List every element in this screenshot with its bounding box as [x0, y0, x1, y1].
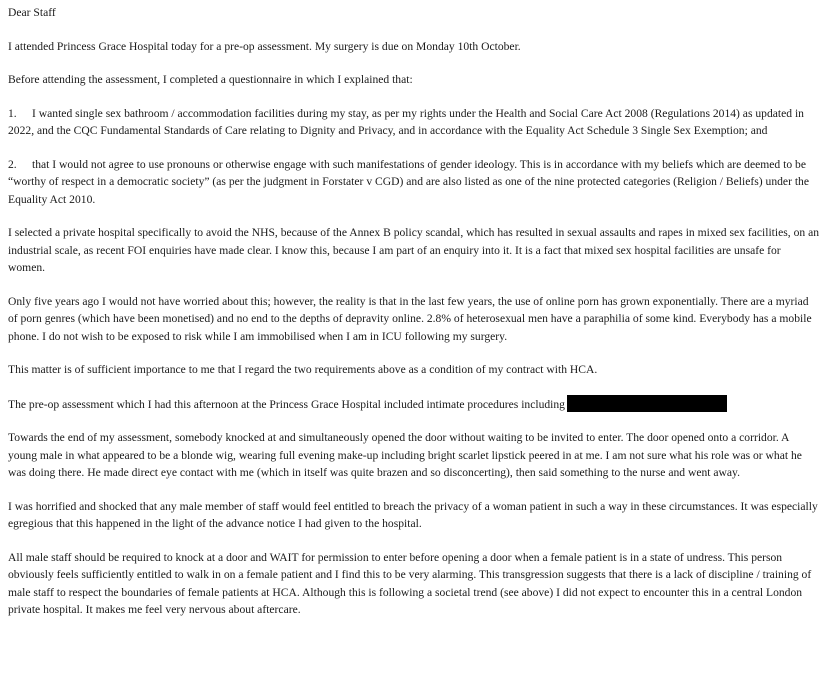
paragraph-assessment-intro: I attended Princess Grace Hospital today for a pre-op assessment. My surgery is due on Monday 10th October.: [8, 39, 521, 53]
item-number: 1.: [8, 106, 17, 120]
paragraph-private-hospital: I selected a private hospital specifically to avoid the NHS, because of the Annex B policy scandal, which has resulted in sexual assaults and rapes in mixed sex facilities, on an industrial scale, as recent FOI enquiries have made clear. I know this, because I am part of an enquiry into it. It is a fact that mixed sex hospital facilities are unsafe for women.: [8, 226, 820, 274]
letter-document: [8, 4, 820, 635]
paragraph-incident: Towards the end of my assessment, somebody knocked at and simultaneously opened the door without waiting to be invited to enter. The door opened onto a corridor. A young male in what appeared to be a blonde wig, wearing full evening make-up including bright scarlet lipstick peered in at me. I am not sure what his role was or what he was doing there. He made direct eye contact with me (which in itself was quite brazen and so disconcerting), then said something to the nurse and went away.: [8, 431, 802, 479]
paragraph-questionnaire: Before attending the assessment, I completed a questionnaire in which I explained that:: [8, 73, 413, 86]
paragraph-contract-condition: This matter is of sufficient importance to me that I regard the two requirements above as a condition of my contract with HCA.: [8, 363, 598, 376]
procedures-text: The pre-op assessment which I had this afternoon at the Princess Grace Hospital included intimate procedures including: [8, 397, 565, 411]
paragraph-reaction: I was horrified and shocked that any male member of staff would feel entitled to breach the privacy of a woman patient in such a way in these circumstances. It was especially egregious that this happened in the light of the advance notice I had given to the hospital.: [8, 499, 818, 530]
numbered-item-2: [8, 156, 820, 209]
paragraph-risk: Only five years ago I would not have worried about this; however, the reality is that in the last few years, the use of online porn has grown exponentially. There are a myriad of porn genres (which have been monetised) and no end to the depths of depravity online. 2.8% of heterosexual men have a paraphilia of some kind. Everybody has a mobile phone. I do not wish to be exposed to risk while I am immobilised when I am in ICU following my surgery.: [8, 294, 812, 343]
item-text: I wanted single sex bathroom / accommodation facilities during my stay, as per my rights under the Health and Social Care Act 2008 (Regulations 2014) as updated in 2022, and the CQC Fundamental Standards of Care relating to Dignity and Privacy, and in accordance with the Equality Act Schedule 3 Single Sex Exemption; and: [8, 106, 804, 137]
paragraph-procedures: [8, 395, 820, 414]
paragraph-request: All male staff should be required to knock at a door and WAIT for permission to enter before opening a door when a female patient is in a state of undress. This person obviously feels sufficiently entitled to walk in on a female patient and I find this to be very alarming. This transgression suggests that there is a lack of discipline / training of male staff to respect the boundaries of female patients at HCA. Although this is following a societal trend (see above) I did not expect to encounter this in a central London private hospital. It makes me feel very nervous about aftercare.: [8, 550, 812, 616]
item-number: 2.: [8, 157, 17, 171]
numbered-item-1: [8, 105, 820, 140]
item-text: that I would not agree to use pronouns or otherwise engage with such manifestations of gender ideology. This is in accordance with my beliefs which are deemed to be “worthy of respect in a democratic society” (as per the judgment in Forstater v CGD) and are also listed as one of the nine protected categories (Religion / Beliefs) under the Equality Act 2010.: [8, 157, 809, 206]
redaction-bar: [567, 395, 727, 412]
salutation: Dear Staff: [8, 6, 56, 19]
